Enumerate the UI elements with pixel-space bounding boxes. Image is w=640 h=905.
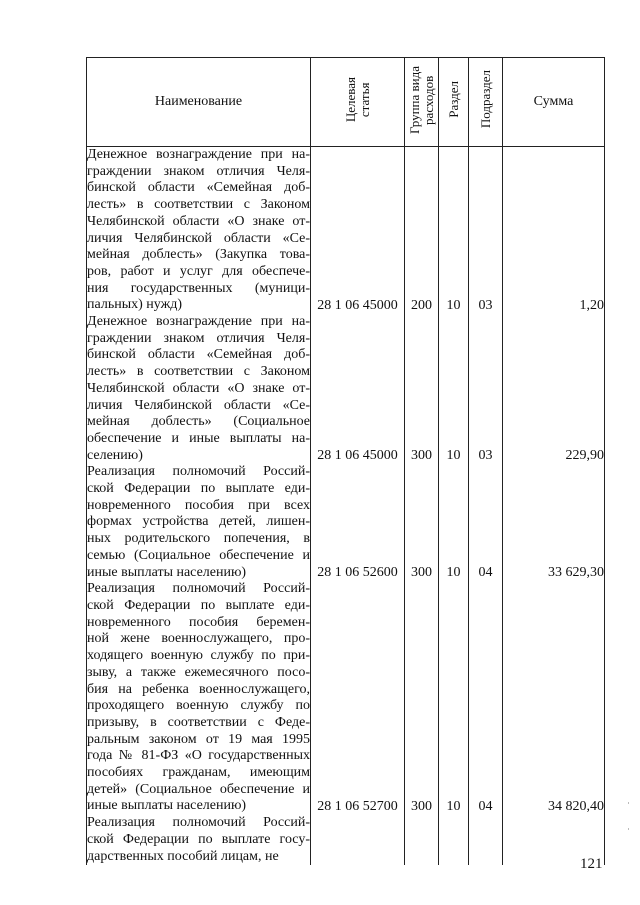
table-row	[87, 464, 605, 581]
row-target-article: 28 1 06 52600	[317, 565, 398, 581]
row-name-line: селению)	[87, 447, 143, 463]
row-name-line: Реализация полномочий Россий-	[87, 464, 310, 480]
row-name-line: обеспечение и иные выплаты на-	[87, 430, 310, 446]
row-section: 10	[446, 298, 461, 314]
row-name-line: детей» (Социальное обеспечение и	[87, 781, 310, 797]
row-name	[87, 147, 311, 315]
scan-mark	[628, 802, 629, 804]
row-target-article-cell	[311, 314, 405, 464]
row-name	[87, 815, 311, 865]
row-section-cell	[439, 147, 469, 315]
table-row	[87, 147, 605, 315]
row-sum: 33 629,30	[548, 565, 604, 581]
row-expense-group: 300	[411, 448, 432, 464]
header-sum: Сумма	[503, 58, 605, 147]
row-name-line: формах устройства детей, лишен-	[87, 514, 310, 530]
row-name-line: иные выплаты населению)	[87, 798, 247, 814]
row-name	[87, 581, 311, 815]
row-expense-group: 200	[411, 298, 432, 314]
header-target-article: Целевая статья	[311, 58, 405, 147]
row-name-line: пальных) нужд)	[87, 297, 183, 313]
row-name	[87, 464, 311, 581]
row-name	[87, 314, 311, 464]
row-name-line: проходящего военную службу по	[87, 698, 310, 714]
row-name-line: ния государственных (муници-	[87, 280, 310, 296]
row-subsection-cell	[469, 464, 503, 581]
row-expense-group-cell	[405, 464, 439, 581]
row-name-line: ральным законом от 19 мая 1995	[87, 731, 310, 747]
row-target-article-cell	[311, 464, 405, 581]
row-name-line: иные выплаты населению)	[87, 564, 247, 580]
row-section-cell	[439, 314, 469, 464]
row-subsection-cell	[469, 815, 503, 865]
row-subsection: 03	[478, 298, 493, 314]
row-name-line: зыву, а также ежемесячного посо-	[87, 664, 310, 680]
table-row	[87, 815, 605, 865]
row-sum-cell	[503, 314, 605, 464]
row-sum-cell	[503, 147, 605, 315]
header-expense-group: Группа вида расходов	[405, 58, 439, 147]
row-name-line: граждении знаком отличия Челя-	[87, 163, 310, 179]
row-name-line: лесть» в соответствии с Законом	[87, 364, 310, 380]
row-subsection: 03	[478, 448, 493, 464]
row-name-line: бинской области «Семейная доб-	[87, 180, 310, 196]
row-name-line: семью (Социальное обеспечение и	[87, 547, 310, 563]
row-name-line: дарственных пособий лицам, не	[87, 848, 279, 864]
row-name-line: Реализация полномочий Россий-	[87, 581, 310, 597]
row-sum-cell	[503, 464, 605, 581]
row-target-article-cell	[311, 147, 405, 315]
row-name-line: ной жене военнослужащего, про-	[87, 631, 310, 647]
row-name-line: пособиях гражданам, имеющим	[87, 765, 310, 781]
row-name-line: ской Федерации по выплате госу-	[87, 831, 310, 847]
row-expense-group-cell	[405, 147, 439, 315]
row-section: 10	[446, 448, 461, 464]
row-name-line: ров, работ и услуг для обеспече-	[87, 263, 310, 279]
row-expense-group-cell	[405, 581, 439, 815]
row-target-article: 28 1 06 52700	[317, 799, 398, 815]
table-row	[87, 581, 605, 815]
row-section-cell	[439, 464, 469, 581]
row-section: 10	[446, 565, 461, 581]
row-name-line: личия Челябинской области «Се-	[87, 397, 310, 413]
row-name-line: бия на ребенка военнослужащего,	[87, 681, 310, 697]
row-subsection: 04	[478, 565, 493, 581]
row-name-line: новременного пособия при всех	[87, 497, 310, 513]
row-name-line: ской Федерации по выплате еди-	[87, 597, 310, 613]
row-section-cell	[439, 815, 469, 865]
row-subsection-cell	[469, 147, 503, 315]
row-sum: 34 820,40	[548, 799, 604, 815]
row-subsection: 04	[478, 799, 493, 815]
row-subsection-cell	[469, 581, 503, 815]
row-name-line: лесть» в соответствии с Законом	[87, 197, 310, 213]
row-expense-group-cell	[405, 314, 439, 464]
table-header-row	[87, 58, 605, 147]
row-expense-group: 300	[411, 565, 432, 581]
row-target-article: 28 1 06 45000	[317, 448, 398, 464]
row-sum: 1,20	[579, 298, 604, 314]
row-name-line: Челябинской области «О знаке от-	[87, 213, 310, 229]
row-name-line: года № 81-ФЗ «О государственных	[87, 748, 310, 764]
row-sum-cell	[503, 581, 605, 815]
table-row	[87, 314, 605, 464]
budget-table	[86, 57, 605, 865]
row-name-line: ходящего военную службу по при-	[87, 648, 310, 664]
row-name-line: личия Челябинской области «Се-	[87, 230, 310, 246]
row-section: 10	[446, 799, 461, 815]
row-target-article-cell	[311, 815, 405, 865]
row-sum: 229,90	[565, 448, 604, 464]
row-name-line: мейная доблесть» (Закупка това-	[87, 247, 310, 263]
row-name-line: новременного пособия беремен-	[87, 614, 310, 630]
row-name-line: призыву, в соответствии с Феде-	[87, 714, 310, 730]
scan-mark	[628, 828, 629, 830]
row-name-line: бинской области «Семейная доб-	[87, 347, 310, 363]
row-target-article: 28 1 06 45000	[317, 298, 398, 314]
row-name-line: Челябинской области «О знаке от-	[87, 380, 310, 396]
row-target-article-cell	[311, 581, 405, 815]
row-name-line: Денежное вознаграждение при на-	[87, 147, 310, 162]
row-name-line: мейная доблесть» (Социальное	[87, 414, 310, 430]
row-expense-group-cell	[405, 815, 439, 865]
row-name-line: Реализация полномочий Россий-	[87, 815, 310, 831]
row-name-line: граждении знаком отличия Челя-	[87, 330, 310, 346]
row-name-line: ных родительского попечения, в	[87, 531, 310, 547]
page-number: 121	[580, 856, 603, 872]
row-name-line: Денежное вознаграждение при на-	[87, 314, 310, 330]
row-expense-group: 300	[411, 799, 432, 815]
row-name-line: ской Федерации по выплате еди-	[87, 481, 310, 497]
row-section-cell	[439, 581, 469, 815]
header-subsection: Подраздел	[469, 58, 503, 147]
row-subsection-cell	[469, 314, 503, 464]
header-section: Раздел	[439, 58, 469, 147]
header-name: Наименование	[87, 58, 311, 147]
